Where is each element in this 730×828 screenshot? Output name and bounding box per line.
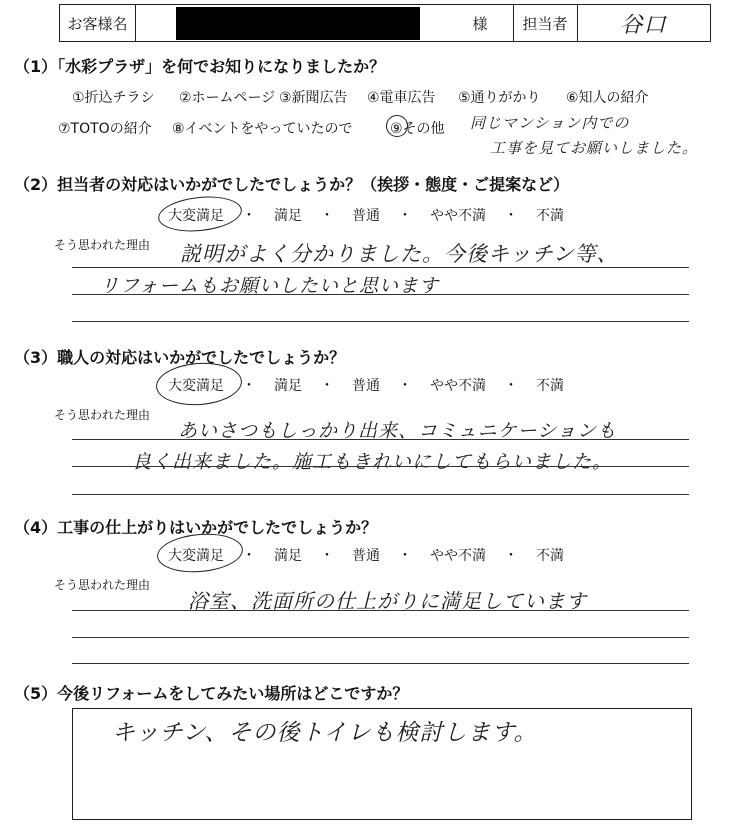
rating-dot: ・ [242, 378, 256, 394]
q1-option: ④電車広告 [367, 90, 436, 106]
selection-circle [156, 193, 243, 236]
q1-other-answer-line1: 同じマンション内での [470, 114, 630, 132]
q4-reason-label: そう思われた理由 [54, 578, 151, 592]
q3-question: （3）職人の対応はいかがでしたでしょうか？ [14, 348, 346, 367]
q1-question: （1）「水彩プラザ」を何でお知りになりましたか？ [14, 57, 386, 76]
q1-option-other: ⑨その他 [390, 121, 445, 137]
q1-option: ⑧イベントをやっていたので [172, 121, 353, 137]
rating-normal: 普通 [352, 548, 380, 564]
rating-somewhat-dissatisfied: やや不満 [430, 548, 486, 564]
rating-dot: ・ [398, 548, 412, 564]
answer-line [72, 439, 689, 440]
q4-question: （4）工事の仕上がりはいかがでしたでしょうか？ [14, 518, 378, 537]
rating-very-satisfied: 大変満足 [168, 378, 224, 394]
answer-line [72, 637, 689, 638]
q1-option: ①折込チラシ [72, 90, 155, 106]
customer-header [59, 4, 711, 42]
rating-dot: ・ [398, 378, 412, 394]
divider [135, 5, 136, 41]
selection-circle [386, 115, 408, 137]
honorific-label: 様 [472, 14, 488, 33]
rating-normal: 普通 [352, 378, 380, 394]
rating-dot: ・ [504, 378, 518, 394]
answer-line [72, 610, 689, 611]
redacted-customer-name [176, 7, 420, 40]
customer-name-label: お客様名 [67, 14, 128, 33]
rating-dot: ・ [242, 548, 256, 564]
q1-other-answer-line2: 工事を見てお願いしました。 [490, 139, 699, 157]
answer-line [72, 321, 689, 322]
q1-option: ③新聞広告 [279, 90, 348, 106]
q1-option: ⑥知人の紹介 [566, 90, 649, 106]
answer-line [72, 466, 689, 467]
rating-normal: 普通 [352, 208, 380, 224]
q1-option: ⑦TOTOの紹介 [58, 121, 152, 137]
q2-reason-line1: 説明がよく分かりました。今後キッチン等、 [180, 242, 619, 266]
q2-reason-label: そう思われた理由 [54, 238, 151, 252]
rating-satisfied: 満足 [274, 208, 302, 224]
rating-very-satisfied: 大変満足 [168, 208, 224, 224]
rating-satisfied: 満足 [274, 378, 302, 394]
q5-answer: キッチン、その後トイレも検討します。 [112, 720, 538, 746]
rating-dot: ・ [504, 208, 518, 224]
q5-question: （5）今後リフォームをしてみたい場所はどこですか？ [14, 684, 409, 703]
rating-dot: ・ [242, 208, 256, 224]
staff-label: 担当者 [522, 14, 568, 33]
answer-line [72, 494, 689, 495]
rating-very-satisfied: 大変満足 [168, 548, 224, 564]
rating-dot: ・ [320, 548, 334, 564]
rating-dissatisfied: 不満 [536, 378, 564, 394]
q3-reason-line2: 良く出来ました。施工もきれいにしてもらいました。 [132, 451, 613, 473]
rating-dot: ・ [504, 548, 518, 564]
q3-reason-label: そう思われた理由 [54, 408, 151, 422]
q2-reason-line2: リフォームもお願いしたいと思います [100, 275, 440, 297]
rating-satisfied: 満足 [274, 548, 302, 564]
rating-somewhat-dissatisfied: やや不満 [430, 208, 486, 224]
rating-dot: ・ [320, 378, 334, 394]
q4-reason-line1: 浴室、洗面所の仕上がりに満足しています [188, 589, 587, 613]
rating-dot: ・ [320, 208, 334, 224]
q1-option: ②ホームページ [179, 90, 276, 106]
q1-option: ⑤通りがかり [458, 90, 541, 106]
q2-question: （2）担当者の対応はいかがでしたでしょうか？（挨拶・態度・ご提案など） [14, 175, 570, 194]
answer-line [72, 267, 689, 268]
q3-reason-line1: あいさつもしっかり出来、コミュニケーションも [178, 420, 617, 442]
answer-line [72, 294, 689, 295]
rating-dissatisfied: 不満 [536, 208, 564, 224]
answer-line [72, 663, 689, 664]
rating-dot: ・ [398, 208, 412, 224]
rating-dissatisfied: 不満 [536, 548, 564, 564]
rating-somewhat-dissatisfied: やや不満 [430, 378, 486, 394]
staff-name: 谷口 [620, 12, 667, 38]
